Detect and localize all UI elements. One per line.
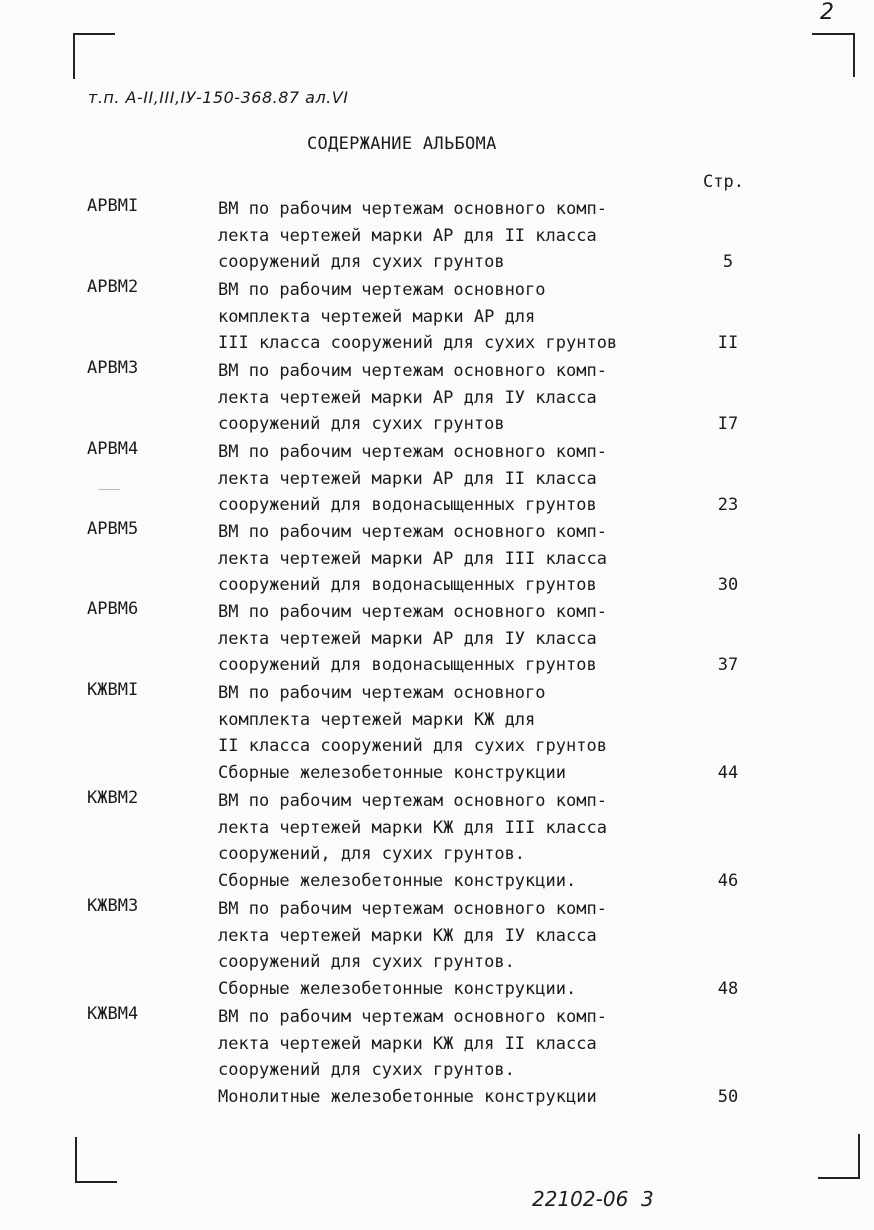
- frame-corner-top-right: [812, 33, 855, 77]
- entry-page-number: 48: [717, 979, 739, 1000]
- entry-description: [218, 1004, 607, 1111]
- entry-description-line: ВМ по рабочим чертежам основного: [218, 280, 546, 300]
- entry-code: КЖВМ2: [87, 788, 139, 808]
- entry-description-line: сооружений для сухих грунтов.: [218, 1060, 515, 1081]
- entry-description: [218, 196, 607, 276]
- entry-description-line: Сборные железобетонные конструкции.: [218, 979, 577, 1000]
- entry-description-line: ВМ по рабочим чертежам основного комп-: [218, 361, 607, 381]
- frame-corner-bottom-right: [818, 1134, 860, 1179]
- entry-description: [218, 788, 607, 895]
- entry-description-line: ВМ по рабочим чертежам основного комп-: [218, 522, 607, 542]
- entry-description: [218, 277, 617, 357]
- entry-page-number: 30: [717, 575, 739, 596]
- entry-code: АРВМ4: [87, 439, 139, 459]
- entry-page-number: 23: [717, 495, 739, 516]
- entry-description-line: ВМ по рабочим чертежам основного комп-: [218, 1007, 607, 1027]
- entry-description-line: сооружений для водонасыщенных грунтов: [218, 575, 597, 596]
- entry-description-line: сооружений для сухих грунтов.: [218, 952, 515, 973]
- entry-description: [218, 599, 607, 679]
- scan-mark: [98, 489, 120, 490]
- frame-corner-bottom-left: [75, 1137, 117, 1183]
- entry-description-line: Сборные железобетонные конструкции.: [218, 871, 577, 892]
- footer-code: 22102-06: [532, 1187, 629, 1211]
- entry-page-number: 44: [717, 763, 739, 784]
- entry-code: АРВМI: [87, 196, 139, 216]
- entry-description-line: комплекта чертежей марки АР для: [218, 306, 536, 327]
- page-column-header: Стр.: [703, 172, 744, 192]
- entry-description: [218, 519, 607, 599]
- entry-description-line: сооружений для водонасыщенных грунтов: [218, 655, 597, 676]
- entry-description-line: лекта чертежей марки АР для IУ класса: [218, 628, 597, 649]
- entry-code: КЖВМ4: [87, 1004, 139, 1024]
- entry-page-number: 5: [722, 252, 734, 273]
- footer-page: 3: [641, 1187, 654, 1211]
- entry-description-line: ВМ по рабочим чертежам основного комп-: [218, 199, 607, 219]
- entry-description-line: ВМ по рабочим чертежам основного комп-: [218, 442, 607, 462]
- entry-description-line: лекта чертежей марки АР для II класса: [218, 225, 597, 246]
- entry-description-line: Сборные железобетонные конструкции: [218, 763, 566, 784]
- sheet-number: 2: [820, 0, 834, 25]
- entry-description-line: ВМ по рабочим чертежам основного: [218, 683, 546, 703]
- entry-description-line: лекта чертежей марки АР для IУ класса: [218, 387, 597, 408]
- entry-description-line: лекта чертежей марки КЖ для III класса: [218, 817, 607, 838]
- entry-page-number: 37: [717, 655, 739, 676]
- entry-description: [218, 439, 607, 519]
- entry-description-line: III класса сооружений для сухих грунтов: [218, 333, 618, 354]
- document-code: т.п. А-II,III,IУ-150-368.87 ал.VI: [88, 88, 349, 107]
- entry-page-number: 50: [717, 1087, 739, 1108]
- entry-description-line: сооружений для сухих грунтов: [218, 252, 505, 273]
- entry-description: [218, 358, 607, 438]
- footer-document-number: [532, 1187, 654, 1211]
- entry-description-line: комплекта чертежей марки КЖ для: [218, 709, 536, 730]
- entry-description-line: сооружений для сухих грунтов: [218, 414, 505, 435]
- entry-page-number: 46: [717, 871, 739, 892]
- entry-description-line: ВМ по рабочим чертежам основного комп-: [218, 791, 607, 811]
- entry-description: [218, 680, 607, 787]
- entry-code: КЖВМI: [87, 680, 139, 700]
- entry-page-number: I7: [717, 414, 739, 435]
- frame-corner-top-left: [73, 33, 115, 79]
- entry-code: АРВМ3: [87, 358, 139, 378]
- entry-code: АРВМ5: [87, 519, 139, 539]
- entry-description-line: ВМ по рабочим чертежам основного комп-: [218, 899, 607, 919]
- entry-description-line: сооружений, для сухих грунтов.: [218, 844, 526, 865]
- entry-description-line: лекта чертежей марки КЖ для II класса: [218, 1033, 597, 1054]
- entry-description-line: ВМ по рабочим чертежам основного комп-: [218, 602, 607, 622]
- entry-description-line: лекта чертежей марки КЖ для IУ класса: [218, 925, 597, 946]
- entry-description-line: лекта чертежей марки АР для III класса: [218, 548, 607, 569]
- entry-page-number: II: [717, 333, 739, 354]
- page-title: СОДЕРЖАНИЕ АЛЬБОМА: [307, 134, 497, 154]
- entry-code: АРВМ2: [87, 277, 139, 297]
- entry-description-line: сооружений для водонасыщенных грунтов: [218, 495, 597, 516]
- entry-description-line: лекта чертежей марки АР для II класса: [218, 468, 597, 489]
- entry-description-line: II класса сооружений для сухих грунтов: [218, 736, 607, 757]
- entry-description-line: Монолитные железобетонные конструкции: [218, 1087, 597, 1108]
- entry-code: КЖВМ3: [87, 896, 139, 916]
- entry-description: [218, 896, 607, 1003]
- entry-code: АРВМ6: [87, 599, 139, 619]
